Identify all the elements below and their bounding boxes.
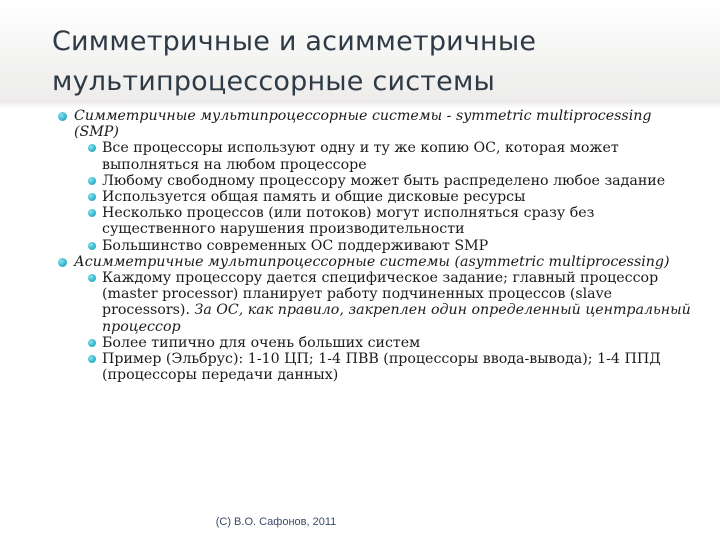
list-item <box>84 270 696 335</box>
footer-text: (C) В.О. Сафонов, 2011 <box>215 516 337 528</box>
list-item <box>56 108 696 140</box>
title-line-2: мультипроцессорные системы <box>52 66 496 97</box>
round-bullet-icon <box>88 144 96 152</box>
list-item <box>84 351 696 383</box>
round-bullet-icon <box>88 339 96 347</box>
list-item <box>84 238 696 254</box>
item-text: Каждому процессору дается специфическое задание; главный процессор (master processor) планирует работу подчиненных процессов (slave processors). <box>102 270 659 319</box>
item-text: Несколько процессов (или потоков) могут исполняться сразу без существенного нарушения производительности <box>102 205 595 238</box>
footer-copyright <box>0 516 720 528</box>
list-item <box>84 140 696 172</box>
item-text: Асимметричные мультипроцессорные системы (asymmetric multiprocessing) <box>74 253 670 270</box>
round-bullet-icon <box>88 274 96 282</box>
bullet-list <box>56 108 696 383</box>
round-bullet-icon <box>58 258 67 267</box>
item-text-italic: За ОС, как правило, закреплен один определенный центральный процессор <box>102 302 691 335</box>
list-item <box>84 205 696 237</box>
item-text: Все процессоры используют одну и ту же копию ОС, которая может выполняться на любом процессоре <box>102 140 619 173</box>
item-text: Симметричные мультипроцессорные системы - symmetric multiprocessing (SMP) <box>74 108 652 141</box>
slide-title <box>52 22 672 102</box>
title-line-1: Симметричные и асимметричные <box>52 26 537 57</box>
round-bullet-icon <box>88 355 96 363</box>
round-bullet-icon <box>88 242 96 250</box>
list-item <box>84 173 696 189</box>
list-item <box>84 335 696 351</box>
round-bullet-icon <box>58 112 67 121</box>
item-text: Пример (Эльбрус): 1-10 ЦП; 1-4 ПВВ (процессоры ввода-вывода); 1-4 ППД (процессоры передачи данных) <box>102 351 661 384</box>
item-text: Более типично для очень больших систем <box>102 334 421 351</box>
list-item <box>56 254 696 270</box>
item-text: Используется общая память и общие дисковые ресурсы <box>102 189 526 206</box>
item-text: Любому свободному процессору может быть распределено любое задание <box>102 172 666 189</box>
round-bullet-icon <box>88 209 96 217</box>
item-text: Большинство современных ОС поддерживают SMP <box>102 237 489 254</box>
round-bullet-icon <box>88 177 96 185</box>
list-item <box>84 189 696 205</box>
round-bullet-icon <box>88 193 96 201</box>
